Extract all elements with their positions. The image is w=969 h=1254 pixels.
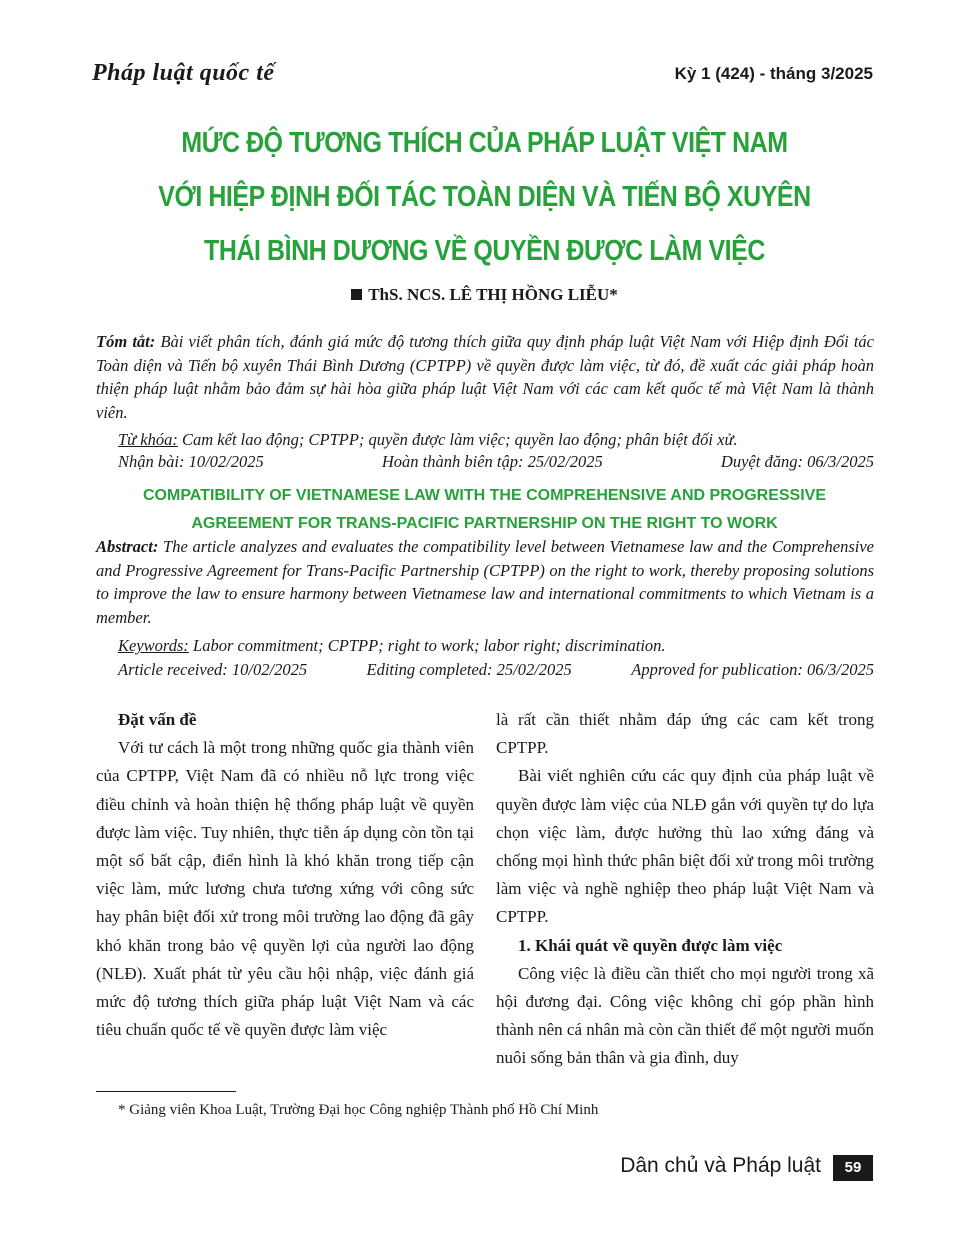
square-bullet-icon [351,289,362,300]
running-title: Pháp luật quốc tế [92,60,275,86]
summary-label: Tóm tắt: [96,332,156,351]
footnote: * Giảng viên Khoa Luật, Trường Đại học Công nghiệp Thành phố Hồ Chí Minh [118,1102,599,1118]
article-title-en [0,482,969,538]
author-name: ThS. NCS. LÊ THỊ HỒNG LIỄU* [368,285,618,304]
journal-name: Dân chủ và Pháp luật [620,1154,821,1177]
summary-text: Bài viết phân tích, đánh giá mức độ tương thích giữa quy định pháp luật Việt Nam với Hiệp định Đối tác Toàn diện và Tiến bộ xuyên Thái Bình Dương (CPTPP) về quyền được làm việc, từ đó, đề xuất các giải pháp hoàn thiện pháp luật nhằm bảo đảm sự hài hòa giữa pháp luật Việt Nam với các cam kết quốc tế mà Việt Nam là thành viên. [96,332,874,422]
keywords-en-label: Keywords: [118,636,189,655]
approved-date: Approved for publication: 06/3/2025 [631,660,874,679]
title-vn-line: THÁI BÌNH DƯƠNG VỀ QUYỀN ĐƯỢC LÀM VIỆC [204,235,765,267]
abstract-label: Abstract: [96,537,159,556]
footnote-divider [96,1091,236,1092]
body-paragraph: Công việc là điều cần thiết cho mọi người trong xã hội đương đại. Công việc không chỉ góp phần hình thành nên cá nhân mà còn cần thiết để một người muốn nuôi sống bản thân và gia đình, duy [496,963,874,1068]
title-en-line: COMPATIBILITY OF VIETNAMESE LAW WITH THE COMPREHENSIVE AND PROGRESSIVE [142,487,826,504]
title-vn-line: VỚI HIỆP ĐỊNH ĐỐI TÁC TOÀN DIỆN VÀ TIẾN BỘ XUYÊN [158,181,811,213]
author-line [0,285,969,305]
title-en-line: AGREEMENT FOR TRANS-PACIFIC PARTNERSHIP ON THE RIGHT TO WORK [191,515,778,532]
keywords-en [118,634,874,658]
section-heading: 1. Khái quát về quyền được làm việc [518,935,783,955]
body-paragraph: là rất cần thiết nhằm đáp ứng các cam kết trong CPTPP. [496,710,874,758]
body-paragraph: Bài viết nghiên cứu các quy định của pháp luật về quyền được làm việc của NLĐ gắn với quyền tự do lựa chọn việc làm, được hưởng thù lao xứng đáng và chống mọi hình thức phân biệt đối xử trong môi trường làm việc và nghề nghiệp theo pháp luật Việt Nam và CPTPP. [496,766,874,927]
approved-date: Duyệt đăng: 06/3/2025 [720,452,874,471]
received-date: Nhận bài: 10/02/2025 [118,452,264,471]
keywords-en-text: Labor commitment; CPTPP; right to work; labor right; discrimination. [188,636,666,655]
article-title-vn [68,116,901,278]
keywords-vn-label: Từ khóa: [118,430,178,449]
keywords-vn-text: Cam kết lao động; CPTPP; quyền được làm việc; quyền lao động; phân biệt đối xử. [177,430,738,449]
body-right-column [496,706,874,1073]
issue-number: Kỳ 1 (424) - tháng 3/2025 [674,64,873,83]
summary-vn [96,330,874,424]
dates-vn [118,452,874,472]
keywords-vn [118,428,874,452]
body-left-column [96,706,474,1044]
received-date: Article received: 10/02/2025 [118,660,308,679]
edited-date: Hoàn thành biên tập: 25/02/2025 [381,452,603,471]
page-number: 59 [833,1155,873,1181]
edited-date: Editing completed: 25/02/2025 [366,660,572,679]
title-vn-line: MỨC ĐỘ TƯƠNG THÍCH CỦA PHÁP LUẬT VIỆT NAM [181,127,788,159]
dates-en [118,660,874,680]
abstract-en [96,535,874,629]
section-heading: Đặt vấn đề [118,710,197,729]
body-paragraph: Với tư cách là một trong những quốc gia thành viên của CPTPP, Việt Nam đã có nhiều nỗ lực trong việc điều chỉnh và hoàn thiện hệ thống pháp luật về quyền được làm việc. Tuy nhiên, thực tiễn áp dụng còn tồn tại một số bất cập, điển hình là khó khăn trong tiếp cận việc làm, mức lương chưa tương xứng với công sức hay phân biệt đối xử trong môi trường lao động đã gây khó khăn trong bảo vệ quyền lợi của người lao động (NLĐ). Xuất phát từ yêu cầu hội nhập, việc đánh giá mức độ tương thích giữa pháp luật Việt Nam và các tiêu chuẩn quốc tế về quyền được làm việc [96,738,474,1040]
abstract-text: The article analyzes and evaluates the compatibility level between Vietnamese law and the Comprehensive and Progressive Agreement for Trans-Pacific Partnership (CPTPP) on the right to work, thereby proposing solutions to improve the law to ensure harmony between Vietnamese law and international commitments to which Vietnam is a member. [96,537,874,627]
